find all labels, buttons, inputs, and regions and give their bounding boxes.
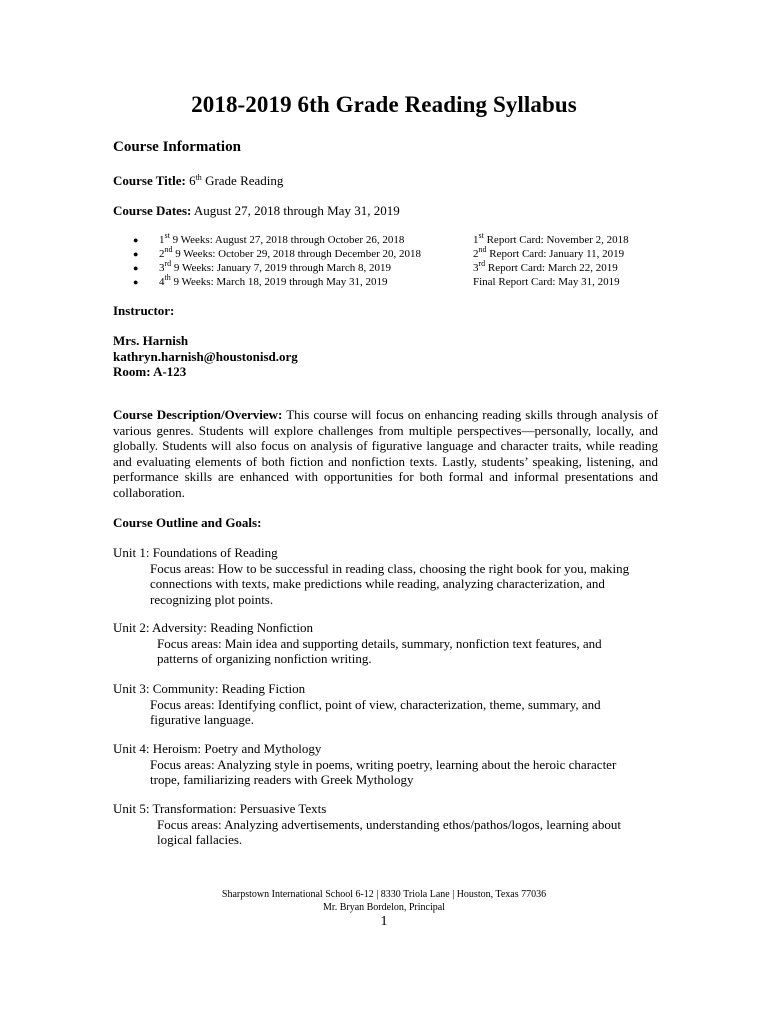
course-outline-heading: Course Outline and Goals: [113,515,262,530]
unit-title: Unit 5: Transformation: Persuasive Texts [113,801,327,816]
course-dates-label: Course Dates: [113,203,192,218]
course-dates-value: August 27, 2018 through May 31, 2019 [191,203,400,218]
page-number: 1 [380,914,388,929]
unit-1 [113,545,658,607]
unit-title: Unit 2: Adversity: Reading Nonfiction [113,620,314,635]
unit-2 [113,620,658,667]
unit-focus-areas: Focus areas: Analyzing advertisements, understanding ethos/pathos/logos, learning about logical fallacies. [157,816,621,848]
page-title: 2018-2019 6th Grade Reading Syllabus [191,92,577,117]
unit-5 [113,801,658,848]
report-card-date: 3rd Report Card: March 22, 2019 [473,259,618,274]
course-info-heading: Course Information [113,139,241,155]
instructor-name: Mrs. Harnish [113,333,189,348]
page-footer [0,888,768,914]
bullet-icon: ● [133,249,139,259]
unit-title: Unit 3: Community: Reading Fiction [113,681,306,696]
course-dates-line [113,203,658,219]
unit-3 [113,681,658,728]
course-title-sup: th [195,173,202,182]
bullet-icon: ● [133,277,139,287]
grading-period-row [133,275,653,289]
bullet-icon: ● [133,235,139,245]
grading-period-row [133,261,653,275]
grading-period-dates: 3rd 9 Weeks: January 7, 2019 through March 8, 2019 [159,259,391,274]
unit-focus-areas: Focus areas: Identifying conflict, point of view, characterization, theme, summary, and figurative language. [150,696,601,728]
grading-period-dates: 1st 9 Weeks: August 27, 2018 through October 26, 2018 [159,231,405,246]
unit-focus-areas: Focus areas: How to be successful in reading class, choosing the right book for you, making connections with texts, make predictions while reading, analyzing characterization, and recognizing plot points. [150,560,630,607]
bullet-icon: ● [133,263,139,273]
report-card-date: Final Report Card: May 31, 2019 [473,276,620,288]
footer-address: Sharpstown International School 6-12 | 8330 Triola Lane | Houston, Texas 77036 [221,889,547,900]
course-title-rest: Grade Reading [201,173,284,188]
unit-4 [113,741,658,788]
grading-period-row [133,247,653,261]
report-card-date: 1st Report Card: November 2, 2018 [473,231,629,246]
course-description-label: Course Description/Overview: [113,407,283,422]
grading-periods-list [133,233,653,289]
course-description [113,407,658,501]
grading-period-row [133,233,653,247]
footer-principal: Mr. Bryan Bordelon, Principal [323,902,445,913]
report-card-date: 2nd Report Card: January 11, 2019 [473,245,625,260]
instructor-email[interactable]: kathryn.harnish@houstonisd.org [113,348,298,364]
unit-focus-areas: Focus areas: Analyzing style in poems, writing poetry, learning about the heroic character trope, familiarizing readers with Greek Mythology [150,756,617,788]
instructor-info [113,333,658,380]
grading-period-dates: 2nd 9 Weeks: October 29, 2018 through December 20, 2018 [159,245,421,260]
course-title-num: 6 [189,173,196,188]
course-description-text: This course will focus on enhancing reading skills through analysis of various genres. Students will explore challenges from multiple perspectives—personally, locally, and globally. Students will also focus on analysis of figurative language and character traits, while reading and evaluating elements of both fiction and nonfiction texts. Lastly, students’ speaking, listening, and performance skills are enhanced with opportunities for both formal and informal presentations and collaboration. [113,407,658,500]
unit-title: Unit 1: Foundations of Reading [113,545,278,560]
instructor-room: Room: A-123 [113,364,187,380]
course-title-line [113,173,658,189]
instructor-heading: Instructor: [113,303,175,318]
unit-title: Unit 4: Heroism: Poetry and Mythology [113,741,322,756]
grading-period-dates: 4th 9 Weeks: March 18, 2019 through May 31, 2019 [159,273,388,288]
unit-focus-areas: Focus areas: Main idea and supporting details, summary, nonfiction text features, and patterns of organizing nonfiction writing. [157,635,602,667]
course-title-label: Course Title: [113,173,186,188]
